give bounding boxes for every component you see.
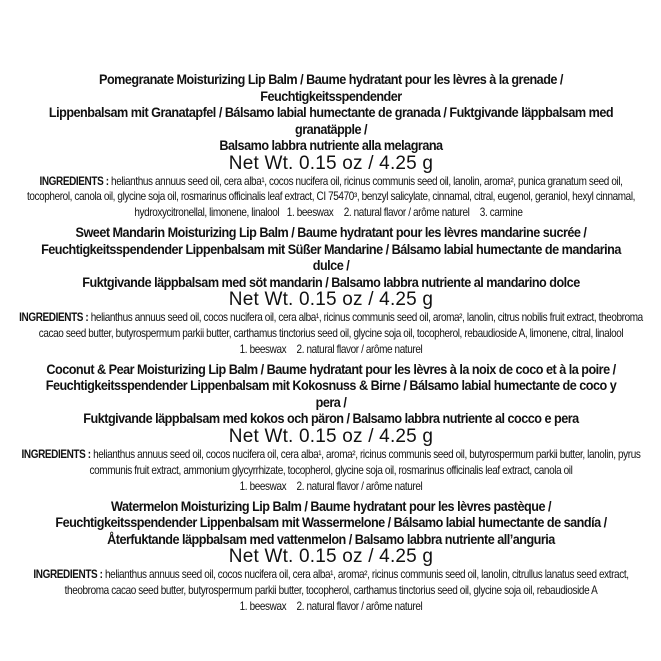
product-title: Coconut & Pear Moisturizing Lip Balm / Baume hydratant pour les lèvres à la noix de coco et à la poire / Feuchtigkeitsspendender Lippenbalsam mit Kokosnuss & Birne / Bálsamo labial humectante de coco y pera / Fuktgivande läppbalsam med kokos och päron / Balsamo labbra nutriente al cocco e pera	[45, 361, 617, 427]
footnote: 1. beeswax	[239, 479, 287, 493]
net-weight: Net Wt. 0.15 oz / 4.25 g	[228, 289, 434, 311]
footnotes	[16, 479, 646, 495]
footnotes	[16, 599, 646, 615]
footnotes	[16, 342, 646, 358]
ingredients-label: INGREDIENTS :	[33, 568, 103, 582]
footnote: 2. natural flavor / arôme naturel	[296, 599, 423, 613]
net-weight: Net Wt. 0.15 oz / 4.25 g	[228, 425, 434, 447]
ingredients-list: helianthus annuus seed oil, cera alba¹, cocos nucifera oil, ricinus communis seed oil, lanolin, aroma², punica granatum seed oil, tocopherol, canola oil, glycine soja oil, rosmarinus officinalis leaf extract, CI 75470³, benzyl salicylate, cinnamal, citral, eugenol, geraniol, hexyl cinnamal, hydroxycitronellal, limonene, linalool	[26, 174, 636, 220]
ingredients-block	[16, 174, 646, 222]
ingredients-label: INGREDIENTS :	[19, 311, 89, 325]
product-title: Pomegranate Moisturizing Lip Balm / Baume hydratant pour les lèvres à la grenade / Feuchtigkeitsspendender Lippenbalsam mit Granatapfel / Bálsamo labial humectante de granada / Fuktgivande läppbalsam med granatäpple / Balsamo labbra nutriente alla melagrana	[48, 72, 614, 153]
footnote: 2. natural flavor / arôme naturel	[296, 479, 423, 493]
ingredients-label: INGREDIENTS :	[39, 174, 109, 188]
product-title: Sweet Mandarin Moisturizing Lip Balm / Baume hydratant pour les lèvres mandarine sucrée / Feuchtigkeitsspendender Lippenbalsam mit Süßer Mandarine / Bálsamo labial humectante de mandarina dulce / Fuktgivande läppbalsam med söt mandarin / Balsamo labbra nutriente al mandarino dolce	[41, 225, 621, 290]
footnote: 3. carmine	[479, 206, 523, 220]
ingredients-block	[16, 310, 646, 358]
ingredients-list: helianthus annuus seed oil, cocos nucifera oil, cera alba¹, ricinus communis seed oil, aroma², lanolin, citrus nobilis fruit extract, theobroma cacao seed butter, butyrospermum parkii butter, carthamus tinctorius seed oil, glycine soja oil, tocopherol, rebaudioside A, limonene, citral, linalool	[38, 311, 643, 341]
ingredients-list: helianthus annuus seed oil, cocos nucifera oil, cera alba¹, aroma², ricinus communis seed oil, butyrospermum parkii butter, lanolin, pyrus communis fruit extract, ammonium glycyrrhizate, tocopherol, glycine soja oil, rosmarinus officinalis leaf extract, canola oil	[89, 447, 641, 477]
product-watermelon	[16, 499, 646, 615]
footnote: 1. beeswax	[239, 599, 287, 613]
net-weight: Net Wt. 0.15 oz / 4.25 g	[228, 152, 434, 174]
ingredients-block	[16, 567, 646, 615]
ingredients-block	[16, 447, 646, 495]
footnote: 2. natural flavor / arôme naturel	[343, 206, 470, 220]
product-title: Watermelon Moisturizing Lip Balm / Baume hydratant pour les lèvres pastèque / Feuchtigkeitsspendender Lippenbalsam mit Wassermelone / Bálsamo labial humectante de sandía / Återfuktande läppbalsam med vattenmelon / Balsamo labbra nutriente all’anguria	[55, 498, 607, 547]
footnote: 1. beeswax	[286, 206, 334, 220]
product-coconut-pear	[16, 362, 646, 495]
ingredients-list: helianthus annuus seed oil, cocos nucifera oil, cera alba¹, aroma², ricinus communis seed oil, lanolin, citrullus lanatus seed extract, theobroma cacao seed butter, butyrospermum parkii butter, tocopherol, carthamus tinctorius seed oil, glycine soja oil, rebaudioside A	[64, 568, 629, 598]
net-weight: Net Wt. 0.15 oz / 4.25 g	[228, 546, 434, 568]
product-pomegranate	[16, 72, 646, 221]
footnote: 1. beeswax	[239, 343, 287, 357]
label-sheet	[16, 72, 646, 619]
footnote: 2. natural flavor / arôme naturel	[296, 343, 423, 357]
product-sweet-mandarin	[16, 225, 646, 358]
ingredients-label: INGREDIENTS :	[21, 447, 91, 461]
